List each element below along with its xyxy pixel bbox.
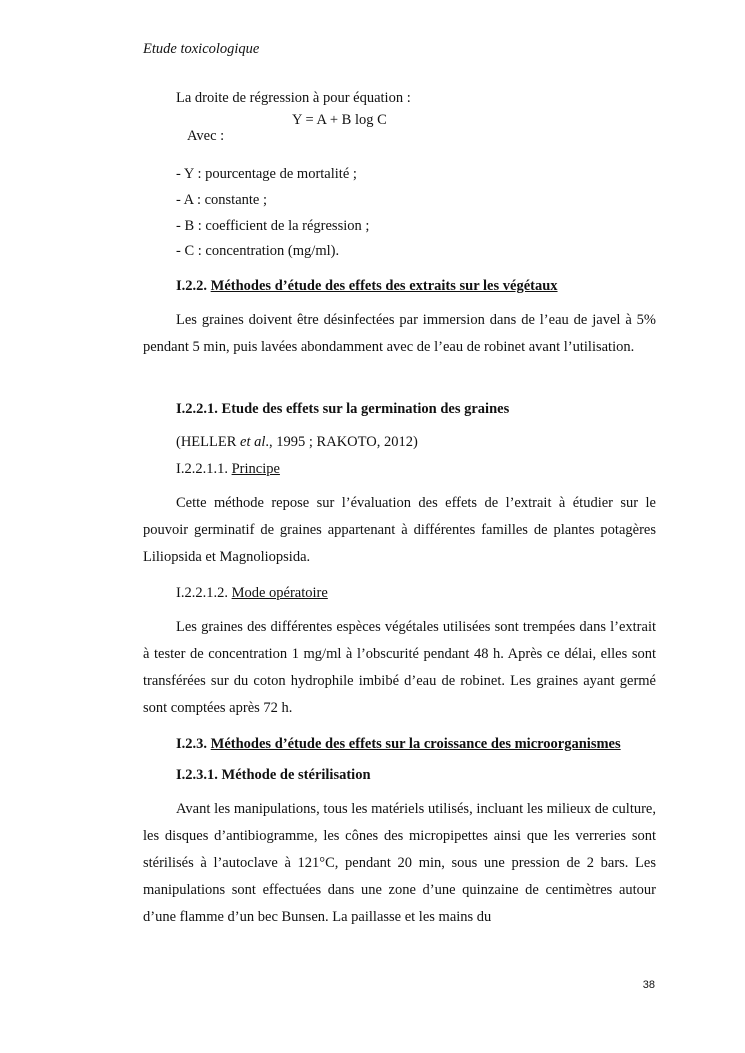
paragraph-mode-operatoire: Les graines des différentes espèces végétales utilisées sont trempées dans l’extrait à tester de concentration 1 mg/ml à l’obscurité pendant 48 h. Après ce délai, elles sont transférées sur du coton hydrophile imbibé d’eau de robinet. Les graines ayant germé sont comptées après 72 h. <box>143 619 656 716</box>
section-number: I.2.2.1.1. <box>176 461 228 477</box>
section-title: Méthodes d’étude des effets sur la croissance des microorganismes <box>210 736 621 752</box>
section-title: Méthodes d’étude des effets des extraits sur les végétaux <box>210 278 558 294</box>
section-number: I.2.2.1.2. <box>176 585 228 601</box>
section-heading-principe <box>176 461 280 478</box>
definition-item-y: - Y : pourcentage de mortalité ; <box>176 166 357 182</box>
running-header: Etude toxicologique <box>143 41 260 57</box>
section-number: I.2.3. <box>176 736 208 752</box>
regression-intro: La droite de régression à pour équation : <box>176 90 411 106</box>
avec-label: Avec : <box>187 128 225 144</box>
section-heading-i-2-3 <box>176 736 621 753</box>
page-number: 38 <box>642 979 655 991</box>
section-heading-mode-operatoire <box>176 585 328 602</box>
section-heading-i-2-3-1: I.2.3.1. Méthode de stérilisation <box>176 767 371 783</box>
paragraph-disinfection: Les graines doivent être désinfectées par immersion dans de l’eau de javel à 5% pendant 5 min, puis lavées abondamment avec de l’eau de robinet avant l’utilisation. <box>143 312 656 355</box>
definition-item-a: - A : constante ; <box>176 192 268 208</box>
paragraph-principe: Cette méthode repose sur l’évaluation des effets de l’extrait à étudier sur le pouvoir germinatif de graines appartenant à différentes familles de plantes potagères Liliopsida et Magnoliopsida. <box>143 495 656 565</box>
definition-item-c: - C : concentration (mg/ml). <box>176 243 340 259</box>
definition-item-b: - B : coefficient de la régression ; <box>176 218 370 234</box>
section-title: Principe <box>231 461 280 477</box>
section-title: Mode opératoire <box>231 585 328 601</box>
section-heading-i-2-2-1: I.2.2.1. Etude des effets sur la germination des graines <box>176 401 510 417</box>
section-heading-i-2-2 <box>176 278 558 295</box>
section-number: I.2.2. <box>176 278 208 294</box>
regression-equation: Y = A + B log C <box>292 112 387 128</box>
paragraph-sterilisation: Avant les manipulations, tous les matériels utilisés, incluant les milieux de culture, les disques d’antibiogramme, les cônes des micropipettes ainsi que les verreries sont stérilisés à l’autoclave à 121°C, pendant 20 min, sous une pression de 2 bars. Les manipulations sont effectuées dans une zone d’une quinzaine de centimètres autour d’une flamme d’un bec Bunsen. La paillasse et les mains du <box>143 801 656 925</box>
reference-citation: (HELLER et al., 1995 ; RAKOTO, 2012) <box>176 434 418 450</box>
